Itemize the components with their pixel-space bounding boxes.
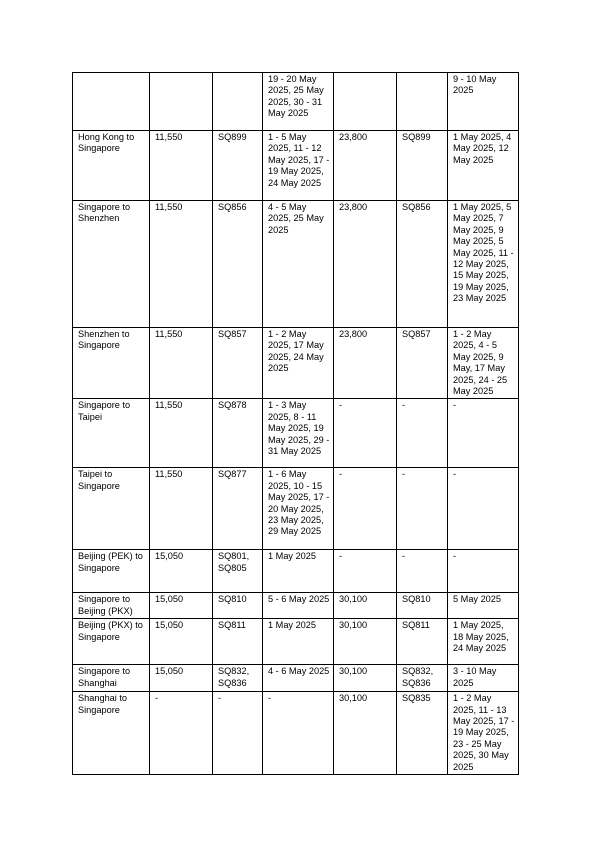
- saver-miles-cell: 15,050: [150, 665, 213, 692]
- saver-dates-cell: 4 - 5 May 2025, 25 May 2025: [263, 201, 334, 328]
- advantage-dates-cell: -: [448, 399, 519, 468]
- advantage-miles-cell: [334, 73, 397, 131]
- route-cell: Singapore to Beijing (PKX): [73, 593, 150, 619]
- advantage-flight-cell: SQ856: [397, 201, 448, 328]
- table-row: [73, 131, 519, 201]
- advantage-dates-cell: -: [448, 468, 519, 550]
- advantage-flight-cell: SQ857: [397, 328, 448, 399]
- advantage-flight-cell: -: [397, 468, 448, 550]
- saver-flight-cell: SQ878: [213, 399, 263, 468]
- saver-miles-cell: -: [150, 692, 213, 775]
- saver-miles-cell: 11,550: [150, 399, 213, 468]
- route-cell: Hong Kong to Singapore: [73, 131, 150, 201]
- route-cell: Singapore to Shanghai: [73, 665, 150, 692]
- advantage-miles-cell: 23,800: [334, 201, 397, 328]
- route-cell: Shanghai to Singapore: [73, 692, 150, 775]
- advantage-dates-cell: 1 May 2025, 4 May 2025, 12 May 2025: [448, 131, 519, 201]
- advantage-flight-cell: SQ811: [397, 619, 448, 665]
- advantage-dates-cell: -: [448, 550, 519, 593]
- advantage-dates-cell: 1 - 2 May 2025, 4 - 5 May 2025, 9 May, 17 May 2025, 24 - 25 May 2025: [448, 328, 519, 399]
- saver-dates-cell: 1 - 5 May 2025, 11 - 12 May 2025, 17 - 19 May 2025, 24 May 2025: [263, 131, 334, 201]
- saver-miles-cell: 15,050: [150, 619, 213, 665]
- saver-dates-cell: 1 May 2025: [263, 550, 334, 593]
- table-row: [73, 665, 519, 692]
- route-cell: Singapore to Shenzhen: [73, 201, 150, 328]
- advantage-miles-cell: 30,100: [334, 619, 397, 665]
- table-row: [73, 73, 519, 131]
- saver-dates-cell: 5 - 6 May 2025: [263, 593, 334, 619]
- saver-miles-cell: 15,050: [150, 593, 213, 619]
- advantage-dates-cell: 1 May 2025, 5 May 2025, 7 May 2025, 9 May 2025, 5 May 2025, 11 - 12 May 2025, 15 May 2025, 19 May 2025, 23 May 2025: [448, 201, 519, 328]
- advantage-dates-cell: 3 - 10 May 2025: [448, 665, 519, 692]
- saver-miles-cell: 11,550: [150, 468, 213, 550]
- saver-dates-cell: 4 - 6 May 2025: [263, 665, 334, 692]
- table-row: [73, 399, 519, 468]
- advantage-flight-cell: -: [397, 399, 448, 468]
- table-row: [73, 328, 519, 399]
- advantage-miles-cell: -: [334, 468, 397, 550]
- saver-miles-cell: 11,550: [150, 131, 213, 201]
- table-row: [73, 593, 519, 619]
- saver-dates-cell: 1 - 2 May 2025, 17 May 2025, 24 May 2025: [263, 328, 334, 399]
- saver-miles-cell: 15,050: [150, 550, 213, 593]
- route-cell: Singapore to Taipei: [73, 399, 150, 468]
- saver-dates-cell: 1 - 3 May 2025, 8 - 11 May 2025, 19 May 2025, 29 - 31 May 2025: [263, 399, 334, 468]
- advantage-flight-cell: [397, 73, 448, 131]
- advantage-miles-cell: 30,100: [334, 593, 397, 619]
- saver-dates-cell: -: [263, 692, 334, 775]
- saver-flight-cell: -: [213, 692, 263, 775]
- route-cell: Shenzhen to Singapore: [73, 328, 150, 399]
- saver-miles-cell: [150, 73, 213, 131]
- advantage-miles-cell: -: [334, 550, 397, 593]
- saver-flight-cell: SQ811: [213, 619, 263, 665]
- saver-dates-cell: 1 May 2025: [263, 619, 334, 665]
- advantage-flight-cell: -: [397, 550, 448, 593]
- advantage-dates-cell: 5 May 2025: [448, 593, 519, 619]
- advantage-miles-cell: 23,800: [334, 328, 397, 399]
- advantage-miles-cell: 30,100: [334, 692, 397, 775]
- advantage-miles-cell: 30,100: [334, 665, 397, 692]
- advantage-dates-cell: 1 - 2 May 2025, 11 - 13 May 2025, 17 - 19 May 2025, 23 - 25 May 2025, 30 May 2025: [448, 692, 519, 775]
- saver-flight-cell: SQ857: [213, 328, 263, 399]
- saver-flight-cell: [213, 73, 263, 131]
- advantage-flight-cell: SQ899: [397, 131, 448, 201]
- advantage-dates-cell: 1 May 2025, 18 May 2025, 24 May 2025: [448, 619, 519, 665]
- table-row: [73, 550, 519, 593]
- advantage-flight-cell: SQ810: [397, 593, 448, 619]
- advantage-dates-cell: 9 - 10 May 2025: [448, 73, 519, 131]
- advantage-miles-cell: 23,800: [334, 131, 397, 201]
- saver-flight-cell: SQ899: [213, 131, 263, 201]
- saver-dates-cell: 1 - 6 May 2025, 10 - 15 May 2025, 17 - 20 May 2025, 23 May 2025, 29 May 2025: [263, 468, 334, 550]
- route-cell: Taipei to Singapore: [73, 468, 150, 550]
- route-cell: Beijing (PKX) to Singapore: [73, 619, 150, 665]
- advantage-flight-cell: SQ835: [397, 692, 448, 775]
- advantage-flight-cell: SQ832, SQ836: [397, 665, 448, 692]
- saver-miles-cell: 11,550: [150, 201, 213, 328]
- table-row: [73, 692, 519, 775]
- saver-flight-cell: SQ856: [213, 201, 263, 328]
- route-cell: Beijing (PEK) to Singapore: [73, 550, 150, 593]
- saver-flight-cell: SQ877: [213, 468, 263, 550]
- table-row: [73, 201, 519, 328]
- saver-flight-cell: SQ832, SQ836: [213, 665, 263, 692]
- award-availability-table: [72, 72, 519, 775]
- table-row: [73, 619, 519, 665]
- advantage-miles-cell: -: [334, 399, 397, 468]
- saver-miles-cell: 11,550: [150, 328, 213, 399]
- route-cell: [73, 73, 150, 131]
- saver-flight-cell: SQ801, SQ805: [213, 550, 263, 593]
- table-row: [73, 468, 519, 550]
- saver-dates-cell: 19 - 20 May 2025, 25 May 2025, 30 - 31 May 2025: [263, 73, 334, 131]
- saver-flight-cell: SQ810: [213, 593, 263, 619]
